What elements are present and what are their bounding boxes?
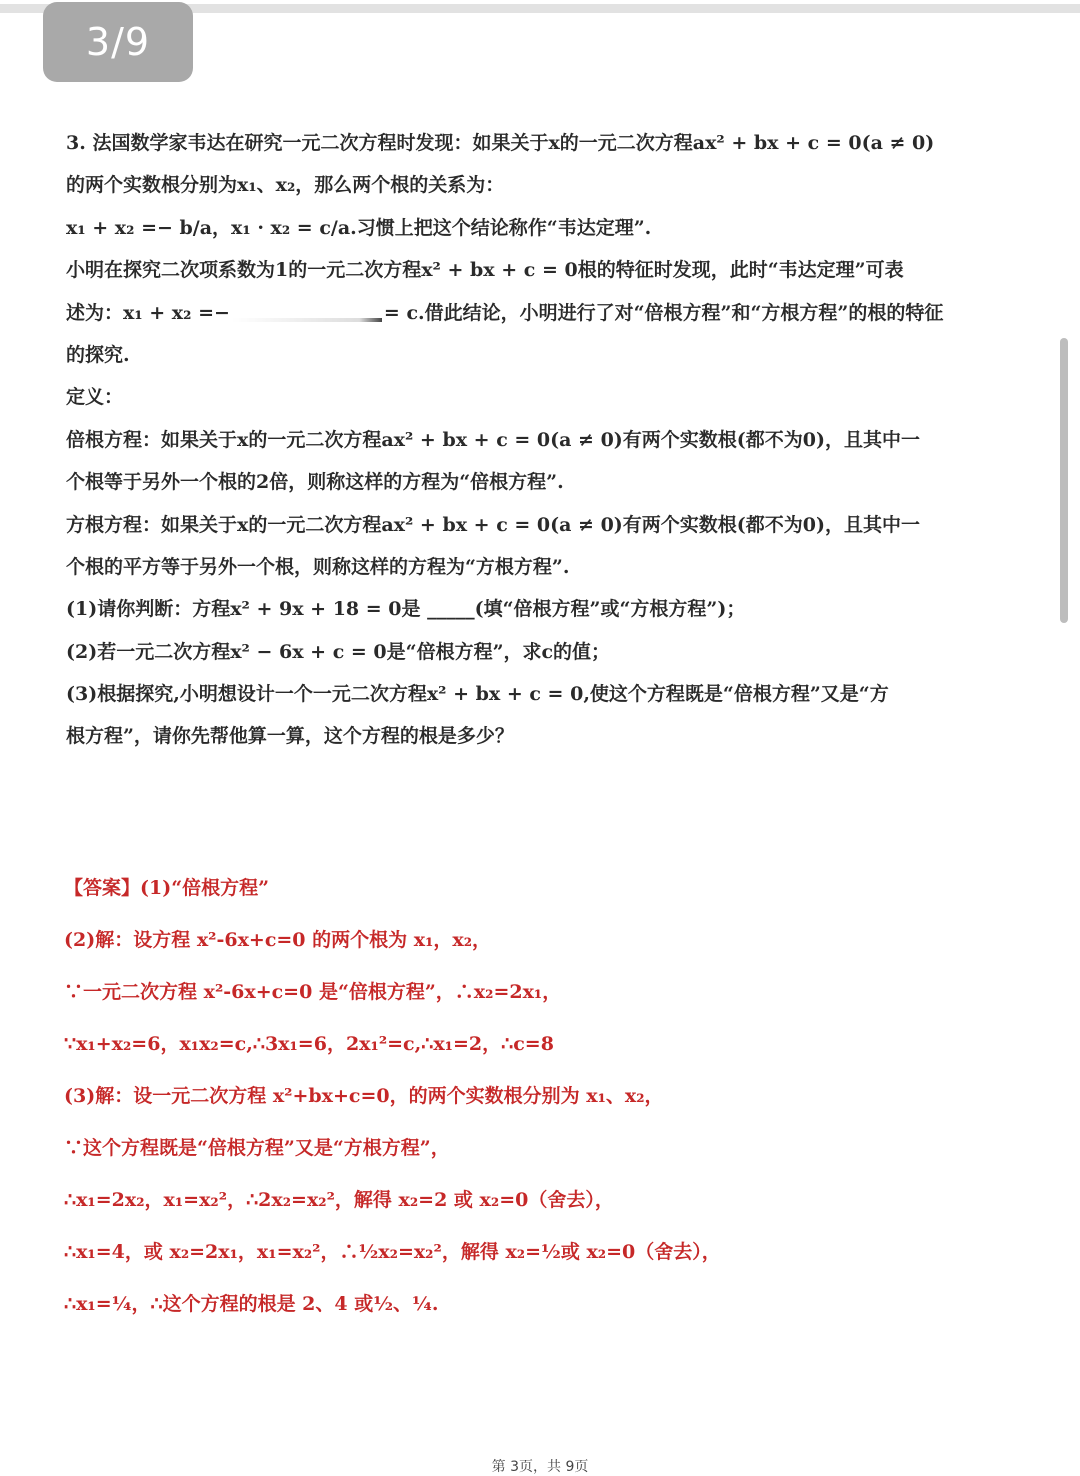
answer-line: ∴x₁=4，或 x₂=2x₁，x₁=x₂²，∴½x₂=x₂²，解得 x₂=½或 x₂=0（舍去）， xyxy=(64,1241,721,1263)
answer-line: ∵一元二次方程 x²-6x+c=0 是“倍根方程”，∴x₂=2x₁， xyxy=(64,981,562,1003)
answer-line: (2)解：设方程 x²-6x+c=0 的两个根为 x₁，x₂， xyxy=(64,929,492,951)
question-line: 个根等于另外一个根的2倍，则称这样的方程为“倍根方程”. xyxy=(66,471,564,494)
answer-line: ∵这个方程既是“倍根方程”又是“方根方程”， xyxy=(64,1137,450,1159)
question-line: 个根的平方等于另外一个根，则称这样的方程为“方根方程”. xyxy=(66,555,570,578)
smudged-blank xyxy=(232,306,382,322)
question-block xyxy=(66,122,1026,758)
answer-line: ∴x₁=¼，∴这个方程的根是 2、4 或½、¼. xyxy=(64,1293,439,1315)
answer-line: (3)解：设一元二次方程 x²+bx+c=0，的两个实数根分别为 x₁、x₂， xyxy=(64,1085,664,1107)
question-line: (3)根据探究,小明想设计一个一元二次方程x² + bx + c = 0,使这个方程既是“倍根方程”又是“方 xyxy=(66,683,889,706)
question-line: (2)若一元二次方程x² − 6x + c = 0是“倍根方程”，求c的值； xyxy=(66,640,611,663)
answer-line: 【答案】(1)“倍根方程” xyxy=(64,877,270,899)
page-footer: 第 3页，共 9页 xyxy=(491,1459,589,1475)
question-line: 小明在探究二次项系数为1的一元二次方程x² + bx + c = 0根的特征时发现，此时“韦达定理”可表 xyxy=(66,259,904,282)
question-line: 倍根方程：如果关于x的一元二次方程ax² + bx + c = 0(a ≠ 0)有两个实数根(都不为0)，且其中一 xyxy=(66,428,920,451)
answer-line: ∴x₁=2x₂，x₁=x₂²，∴2x₂=x₂²，解得 x₂=2 或 x₂=0（舍去）， xyxy=(64,1189,614,1211)
page-indicator-badge: 3/9 xyxy=(43,2,193,82)
question-line: 3. 法国数学家韦达在研究一元二次方程时发现：如果关于x的一元二次方程ax² + bx + c = 0(a ≠ 0) xyxy=(66,132,935,154)
question-line: (1)请你判断：方程x² + 9x + 18 = 0是 _____(填“倍根方程”或“方根方程”)； xyxy=(66,598,746,621)
answer-block xyxy=(64,862,1024,1330)
question-line: 根方程”，请你先帮他算一算，这个方程的根是多少？ xyxy=(66,725,514,748)
question-line-with-blank xyxy=(66,292,1026,334)
question-line: 的两个实数根分别为x₁、x₂，那么两个根的关系为： xyxy=(66,174,505,197)
question-line: 方根方程：如果关于x的一元二次方程ax² + bx + c = 0(a ≠ 0)有两个实数根(都不为0)，且其中一 xyxy=(66,513,920,536)
question-line: 定义： xyxy=(66,386,124,409)
question-line: x₁ + x₂ =− b/a，x₁ · x₂ = c/a.习惯上把这个结论称作“韦达定理”. xyxy=(66,216,652,239)
question-line: = c.借此结论，小明进行了对“倍根方程”和“方根方程”的根的特征 xyxy=(383,301,944,324)
scrollbar-thumb[interactable] xyxy=(1060,338,1068,623)
answer-line: ∵x₁+x₂=6，x₁x₂=c,∴3x₁=6，2x₁²=c,∴x₁=2，∴c=8 xyxy=(64,1033,554,1055)
question-line: 的探究. xyxy=(66,343,130,366)
blank-prefix: 述为：x₁ + x₂ =− xyxy=(66,301,230,324)
